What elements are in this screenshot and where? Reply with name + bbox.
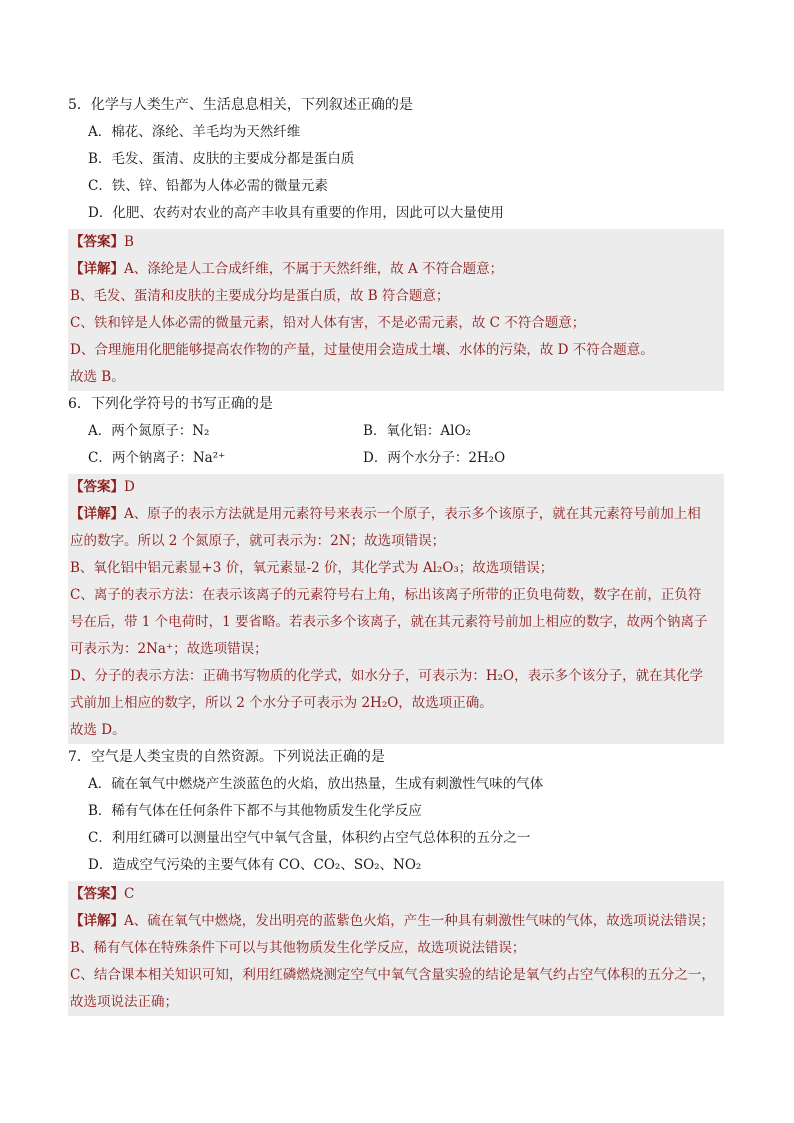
answer-value: B [124, 234, 134, 250]
question-5-detail-line: B、毛发、蛋清和皮肤的主要成分均是蛋白质，故 B 符合题意； [68, 283, 724, 310]
question-7-option-c: C．利用红磷可以测量出空气中氧气含量，体积约占空气总体积的五分之一 [88, 830, 531, 846]
question-7-answer [68, 881, 724, 908]
question-7-detail-line: C、结合课本相关知识可知，利用红磷燃烧测定空气中氧气含量实验的结论是氧气约占空气体积的五分之一， [68, 962, 724, 989]
detail-tag: 【详解】 [70, 261, 124, 277]
question-6-detail-line [68, 501, 724, 528]
detail-tag: 【详解】 [70, 506, 124, 522]
question-6-option-c: C．两个钠离子：Na²⁺ [88, 450, 226, 466]
question-6-detail-line: 可表示为：2Na⁺；故选项错误； [68, 636, 724, 663]
question-5-option-d: D．化肥、农药对农业的高产丰收具有重要的作用，因此可以大量使用 [88, 205, 504, 221]
detail-text: A、涤纶是人工合成纤维，不属于天然纤维，故 A 不符合题意； [124, 261, 504, 277]
answer-tag: 【答案】 [70, 234, 124, 250]
question-6-option-a: A．两个氮原子：N₂ [88, 423, 210, 439]
question-5-option-a: A．棉花、涤纶、羊毛均为天然纤维 [88, 124, 301, 140]
question-7-detail-line: B、稀有气体在特殊条件下可以与其他物质发生化学反应，故选项说法错误； [68, 935, 724, 962]
question-6-option-b: B．氧化铝：AlO₂ [363, 423, 471, 439]
question-6-options-row-1 [68, 418, 724, 445]
question-7-option-b: B．稀有气体在任何条件下都不与其他物质发生化学反应 [88, 803, 422, 819]
question-7-detail-line [68, 908, 724, 935]
detail-text: A、硫在氧气中燃烧，发出明亮的蓝紫色火焰，产生一种具有刺激性气味的气体，故选项说法错误； [124, 913, 715, 929]
question-6-detail-line: 号在后，带 1 个电荷时，1 要省略。若表示多个该离子，就在其元素符号前加上相应的数字，故两个钠离子 [68, 609, 724, 636]
question-5-stem: 5．化学与人类生产、生活息息相关，下列叙述正确的是 [68, 97, 413, 113]
answer-tag: 【答案】 [70, 886, 124, 902]
question-5-detail-line: C、铁和锌是人体必需的微量元素，铅对人体有害，不是必需元素，故 C 不符合题意； [68, 310, 724, 337]
answer-value: C [124, 886, 135, 902]
question-5-detail-line [68, 256, 724, 283]
question-7-option-a: A．硫在氧气中燃烧产生淡蓝色的火焰，放出热量，生成有刺激性气味的气体 [88, 776, 544, 792]
question-6-detail-line: 式前加上相应的数字，所以 2 个水分子可表示为 2H₂O，故选项正确。 [68, 690, 724, 717]
question-6-options-row-2 [68, 445, 724, 472]
question-7-option-d: D．造成空气污染的主要气体有 CO、CO₂、SO₂、NO₂ [88, 857, 422, 873]
question-6-stem: 6．下列化学符号的书写正确的是 [68, 396, 273, 412]
question-6-option-d: D．两个水分子：2H₂O [363, 450, 506, 466]
detail-tag: 【详解】 [70, 913, 124, 929]
answer-value: D [124, 479, 135, 495]
question-6-conclusion: 故选 D。 [68, 717, 724, 744]
question-7-stem: 7．空气是人类宝贵的自然资源。下列说法正确的是 [68, 749, 385, 765]
question-5-option-b: B．毛发、蛋清、皮肤的主要成分都是蛋白质 [88, 151, 355, 167]
question-5-detail-line: D、合理施用化肥能够提高农作物的产量，过量使用会造成土壤、水体的污染，故 D 不符合题意。 [68, 337, 724, 364]
question-6-answer [68, 474, 724, 501]
question-5-answer [68, 229, 724, 256]
question-6-detail-line: D、分子的表示方法：正确书写物质的化学式，如水分子，可表示为：H₂O，表示多个该分子，就在其化学 [68, 663, 724, 690]
question-6-detail-line: B、氧化铝中铝元素显+3 价，氧元素显-2 价，其化学式为 Al₂O₃；故选项错误； [68, 555, 724, 582]
question-7-detail-line: 故选项说法正确； [68, 989, 724, 1016]
document-page [68, 92, 724, 1016]
question-5-conclusion: 故选 B。 [68, 364, 724, 391]
question-6-detail-line: C、离子的表示方法：在表示该离子的元素符号右上角，标出该离子所带的正负电荷数，数字在前，正负符 [68, 582, 724, 609]
question-5-option-c: C．铁、锌、铅都为人体必需的微量元素 [88, 178, 328, 194]
question-6-detail-line: 应的数字。所以 2 个氮原子，就可表示为：2N；故选项错误； [68, 528, 724, 555]
detail-text: A、原子的表示方法就是用元素符号来表示一个原子，表示多个该原子，就在其元素符号前加上相 [124, 506, 701, 522]
answer-tag: 【答案】 [70, 479, 124, 495]
